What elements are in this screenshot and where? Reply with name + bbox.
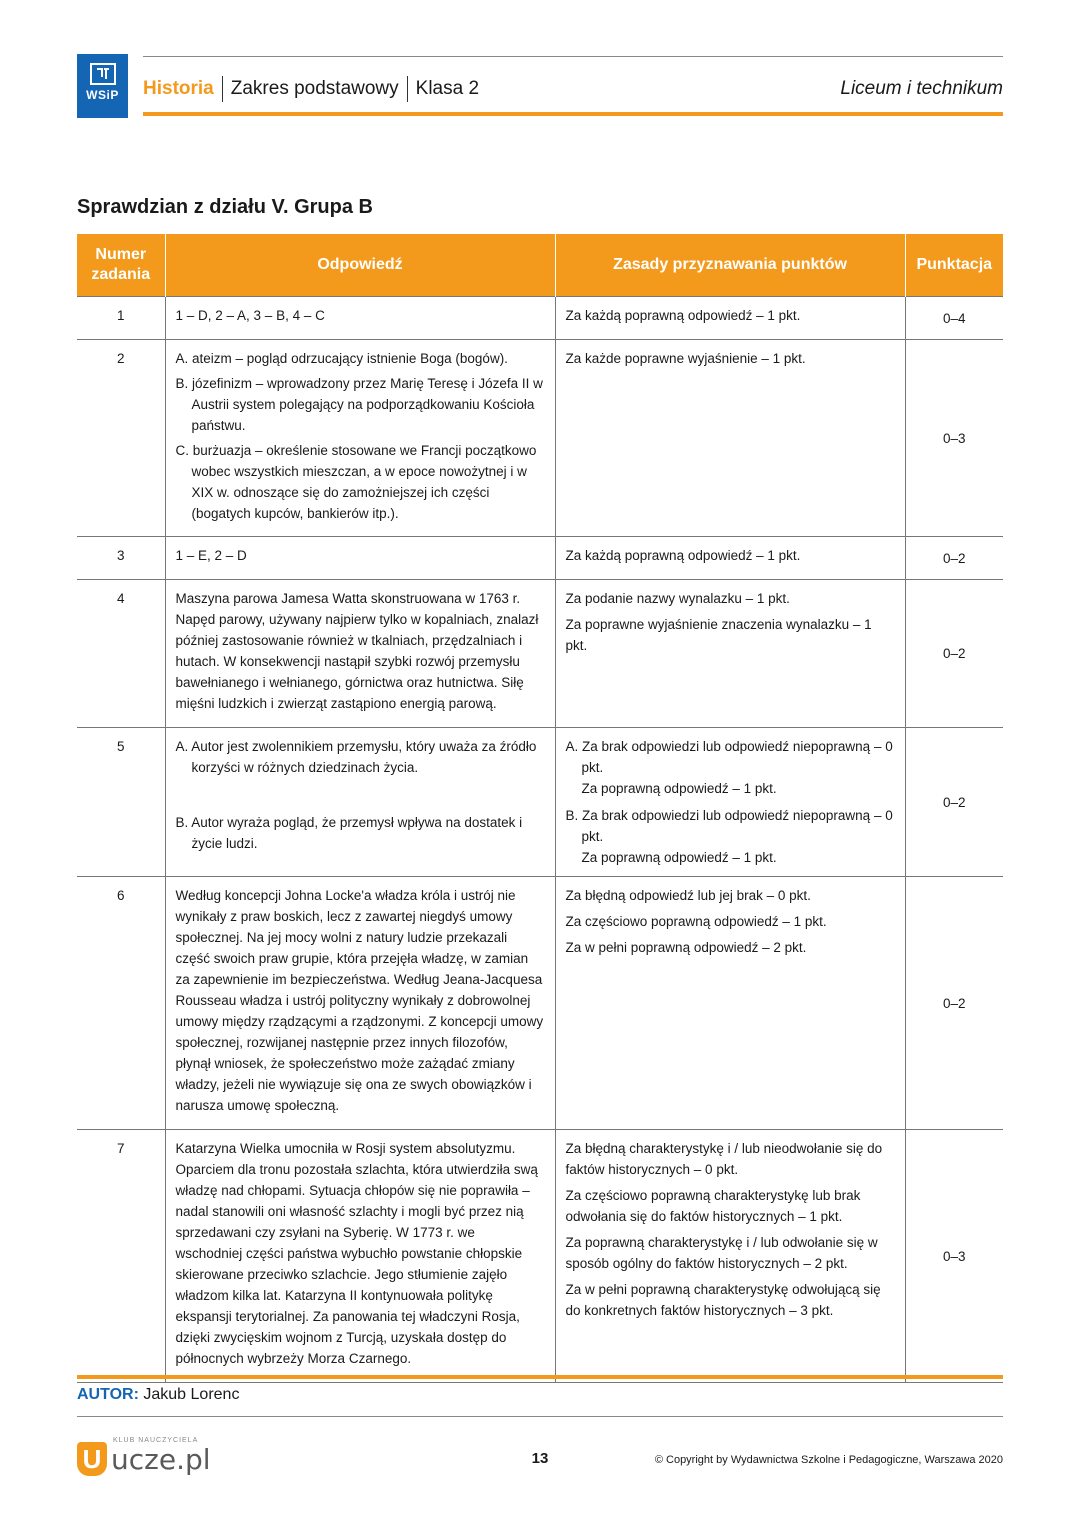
subject: Historia xyxy=(143,78,214,99)
table-row xyxy=(77,877,1003,1130)
rule-text: Za w pełni poprawną charakterystykę odwołującą się do konkretnych faktów historycznych – 3 pkt. xyxy=(565,1282,881,1318)
page-number: 13 xyxy=(531,1450,549,1467)
footer-orange-rule xyxy=(77,1375,1003,1379)
rules-cell xyxy=(555,877,905,1130)
rules-cell xyxy=(555,1130,905,1383)
separator xyxy=(222,76,223,102)
rule-text: Za w pełni poprawną odpowiedź – 2 pkt. xyxy=(565,940,807,955)
table-row xyxy=(77,537,1003,580)
table-row xyxy=(77,580,1003,728)
separator xyxy=(407,76,408,102)
table-header-row xyxy=(77,234,1003,297)
header-bar xyxy=(143,74,1003,104)
rules-cell xyxy=(555,340,905,537)
answer-cell xyxy=(165,1130,555,1383)
points-cell: 0–2 xyxy=(905,580,1003,728)
task-number: 3 xyxy=(77,537,165,580)
header-orange-rule xyxy=(143,112,1003,116)
answer-text: A. ateizm – pogląd odrzucający istnienie Boga (bogów). xyxy=(175,351,508,366)
answer-cell xyxy=(165,580,555,728)
brand-big: ucze.pl xyxy=(111,1443,211,1476)
answer-cell xyxy=(165,877,555,1130)
rule-text: Za błędną charakterystykę i / lub nieodwołanie się do faktów historycznych – 0 pkt. xyxy=(565,1141,883,1177)
answer-text: B. Autor wyraża pogląd, że przemysł wpływa na dostatek i życie ludzi. xyxy=(175,815,523,851)
task-number: 6 xyxy=(77,877,165,1130)
answer-cell xyxy=(165,537,555,580)
author-line xyxy=(77,1386,239,1404)
wsip-logo xyxy=(77,54,128,118)
task-number: 7 xyxy=(77,1130,165,1383)
answer-text: B. józefinizm – wprowadzony przez Marię Teresę i Józefa II w Austrii system polegający na podporządkowaniu Kościoła państwu. xyxy=(175,376,543,433)
rule-text: Za poprawne wyjaśnienie znaczenia wynalazku – 1 pkt. xyxy=(565,617,872,653)
rule-text: Za każdą poprawną odpowiedź – 1 pkt. xyxy=(565,308,801,323)
task-number: 1 xyxy=(77,297,165,340)
rule-text: Za częściowo poprawną odpowiedź – 1 pkt. xyxy=(565,914,827,929)
rule-text: B. Za brak odpowiedzi lub odpowiedź niepoprawną – 0 pkt. xyxy=(565,808,893,844)
points-cell: 0–4 xyxy=(905,297,1003,340)
col-header-answer: Odpowiedź xyxy=(165,234,555,297)
points-cell: 0–3 xyxy=(905,1130,1003,1383)
table-row xyxy=(77,728,1003,877)
answer-key-table xyxy=(77,234,1003,1383)
rules-cell xyxy=(555,728,905,877)
header-rule xyxy=(143,56,1003,57)
rule-text: A. Za brak odpowiedzi lub odpowiedź niepoprawną – 0 pkt. xyxy=(565,739,893,775)
scope: Zakres podstawowy xyxy=(230,78,399,99)
answer-text: Katarzyna Wielka umocniła w Rosji system absolutyzmu. Oparciem dla tronu pozostała szlachta, która utwierdziła swą władzę nad chłopami. Sytuacja chłopów się nie poprawiła – nadal stanowili oni własność szlachty i mogli być przez nią sprzedawani czy zsyłani na Syberię. W 1773 r. we wschodniej części państwa wybuchło powstanie chłopskie skierowane przeciwko szlachcie. Jego stłumienie zajęło władzom kilka lat. Katarzyna II kontynuowała politykę ekspansji terytorialnej. Za panowania tej władczyni Rosja, dzięki zwycięskim wojnom z Turcją, uzyskała dostęp do północnych wybrzeży Morza Czarnego. xyxy=(175,1141,538,1366)
answer-cell xyxy=(165,728,555,877)
rule-text: Za poprawną odpowiedź – 1 pkt. xyxy=(581,850,777,865)
logo-text: WSiP xyxy=(86,88,119,102)
school-type: Liceum i technikum xyxy=(840,78,1003,99)
rule-text: Za poprawną charakterystykę i / lub odwołanie się w sposób ogólny do faktów historycznych – 2 pkt. xyxy=(565,1235,878,1271)
answer-text: C. burżuazja – określenie stosowane we Francji początkowo wobec wszystkich mieszczan, a w epoce nowożytnej i w XIX w. odnoszące się do zamożniejszej ich części (bogatych kupców, bankierów itp.). xyxy=(175,443,537,521)
table-row xyxy=(77,340,1003,537)
rules-cell xyxy=(555,580,905,728)
answer-text: Według koncepcji Johna Locke'a władza króla i ustrój nie wynikały z praw boskich, lecz z zawartej niegdyś umowy społecznej. Na jej mocy wolni z natury ludzie przekazali część swoich praw grupie, która przejęła władzę, w zamian za zapewnienie im bezpieczeństwa. Według Jeana-Jacquesa Rousseau władza i ustrój polityczny wynikały z dobrowolnej umowy między rządzącymi a rządzonymi. Z koncepcji umowy społecznej, rozwijanej następnie przez innych filozofów, płynął wniosek, że społeczeństwo może zażądać zmiany władzy, jeżeli nie wywiązuje się ona ze swych obowiązków i narusza umowę społeczną. xyxy=(175,888,544,1113)
answer-text: A. Autor jest zwolennikiem przemysłu, który uważa za źródło korzyści w różnych dziedzinach życia. xyxy=(175,739,537,775)
points-cell: 0–2 xyxy=(905,877,1003,1130)
rule-text: Za częściowo poprawną charakterystykę lub brak odwołania się do faktów historycznych – 1 pkt. xyxy=(565,1188,861,1224)
brand-small: KLUB NAUCZYCIELA xyxy=(113,1437,199,1444)
points-cell: 0–2 xyxy=(905,728,1003,877)
rule-text: Za poprawną odpowiedź – 1 pkt. xyxy=(581,781,777,796)
answer-text: 1 – E, 2 – D xyxy=(175,548,247,563)
rule-text: Za podanie nazwy wynalazku – 1 pkt. xyxy=(565,591,790,606)
rules-cell xyxy=(555,297,905,340)
grade: Klasa 2 xyxy=(415,78,480,99)
rules-cell xyxy=(555,537,905,580)
task-number: 4 xyxy=(77,580,165,728)
brand xyxy=(111,1437,211,1476)
rule-text: Za błędną odpowiedź lub jej brak – 0 pkt. xyxy=(565,888,811,903)
ucze-logo xyxy=(77,1436,211,1476)
u-logo-icon: U xyxy=(77,1442,107,1476)
col-header-points: Punktacja xyxy=(905,234,1003,297)
spacer xyxy=(176,782,545,812)
col-header-number: Numer zadania xyxy=(77,234,165,297)
col-header-rules: Zasady przyznawania punktów xyxy=(555,234,905,297)
task-number: 5 xyxy=(77,728,165,877)
table-row xyxy=(77,1130,1003,1383)
rule-text: Za każde poprawne wyjaśnienie – 1 pkt. xyxy=(565,351,806,366)
author-label: AUTOR: xyxy=(77,1386,139,1403)
points-cell: 0–2 xyxy=(905,537,1003,580)
answer-cell xyxy=(165,340,555,537)
answer-cell xyxy=(165,297,555,340)
book-icon xyxy=(89,62,117,86)
points-cell: 0–3 xyxy=(905,340,1003,537)
author-name: Jakub Lorenc xyxy=(143,1386,240,1403)
footer-rule xyxy=(77,1416,1003,1417)
rule-text: Za każdą poprawną odpowiedź – 1 pkt. xyxy=(565,548,801,563)
table-row xyxy=(77,297,1003,340)
copyright: © Copyright by Wydawnictwa Szkolne i Pedagogiczne, Warszawa 2020 xyxy=(654,1454,1003,1466)
answer-text: Maszyna parowa Jamesa Watta skonstruowana w 1763 r. Napęd parowy, używany najpierw tylko w kopalniach, znalazł później zastosowanie również w tkalniach, przędzalniach i hutach. W konsekwencji nastąpił szybki rozwój przemysłu bawełnianego i wełnianego, górnictwa oraz hutnictwa. Siłę mięśni ludzkich i zwierząt zastąpiono energią parową. xyxy=(175,591,539,711)
page-title: Sprawdzian z działu V. Grupa B xyxy=(77,196,373,218)
task-number: 2 xyxy=(77,340,165,537)
answer-text: 1 – D, 2 – A, 3 – B, 4 – C xyxy=(175,308,325,323)
